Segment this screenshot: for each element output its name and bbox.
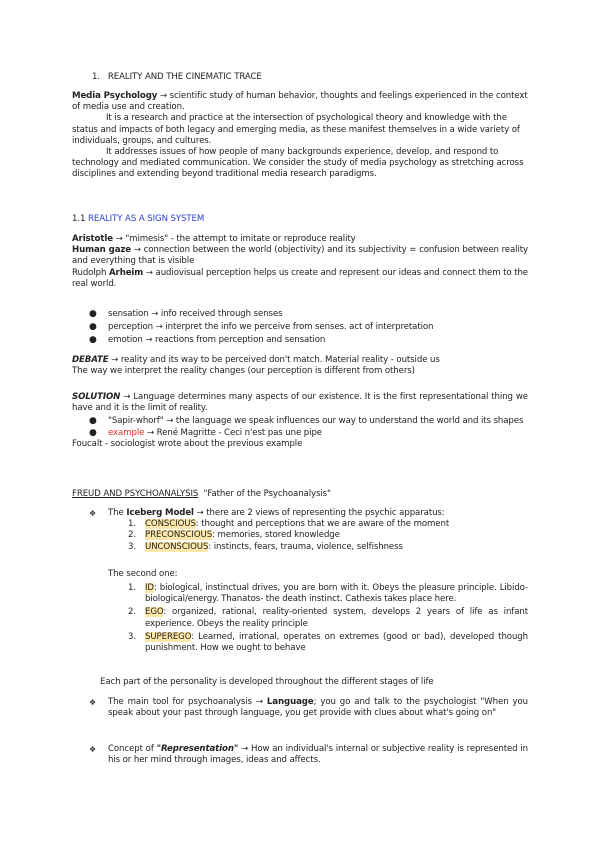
list-item <box>72 416 528 427</box>
list-number: 1. <box>128 519 136 530</box>
foucault-line: Foucalt - sociologist wrote about the previous example <box>72 438 303 449</box>
freud-title: FREUD AND PSYCHOANALYSIS <box>72 489 199 499</box>
bullet-icon: ● <box>89 322 97 332</box>
list-item <box>72 428 528 439</box>
human-gaze-name: Human gaze <box>72 245 132 256</box>
list-item <box>72 583 528 605</box>
preconscious-term: PRECONSCIOUS <box>145 530 213 541</box>
tool-post: ; you go and talk to the psychologist "When you speak about your past through language, you get provide with clues about what's going on" <box>108 697 529 719</box>
media-psychology-definition-text: → scientific study of human behavior, thoughts and feelings experienced in the context of media use and creation. <box>72 91 528 113</box>
diamond-bullet-icon: ❖ <box>89 698 97 707</box>
debate-line2: The way we interpret the reality changes (our perception is different from others) <box>72 366 415 377</box>
concept-term: "Representation" <box>156 744 239 754</box>
superego-term: SUPEREGO <box>145 631 192 642</box>
list-item <box>72 334 528 347</box>
media-psychology-term: Media Psychology <box>72 91 158 101</box>
preconscious-text: : memories, stored knowledge <box>212 530 340 541</box>
id-text: : biological, instinctual drives, you are born with it. Obeys the pleasure principle. Libido- biological/energy. Thanatos- the death instinct. Cathexis takes place here. <box>145 583 528 605</box>
reality-sign-system-body <box>72 234 528 290</box>
each-part-line: Each part of the personality is developed throughout the different stages of life <box>100 677 434 687</box>
freud-heading <box>72 489 528 500</box>
superego-text: : Learned, irrational, operates on extremes (good or bad), developed though punishment. How we ought to behave <box>145 631 528 654</box>
arheim-line <box>72 268 528 290</box>
second-one-label: The second one: <box>108 569 178 579</box>
heading-title: REALITY AND THE CINEMATIC TRACE <box>107 72 262 82</box>
bullet-icon: ● <box>89 335 97 345</box>
aristotle-line <box>72 234 528 245</box>
media-psychology-para2: It is a research and practice at the intersection of psychological theory and knowledge with the status and impacts of both legacy and emerging media, as these manifest themselves in a wide variety of individuals, groups, and cultures. <box>72 113 520 146</box>
diamond-bullet-icon: ❖ <box>89 745 97 754</box>
conscious-text: : thought and perceptions that we are aware of the moment <box>195 519 450 530</box>
iceberg-term: Iceberg Model <box>126 508 194 518</box>
list-number: 1. <box>128 583 136 593</box>
bullet-icon: ● <box>89 309 97 319</box>
diamond-bullet-icon: ❖ <box>89 509 97 518</box>
list-item <box>72 508 528 519</box>
aristotle-name: Aristotle <box>72 234 113 244</box>
iceberg-section <box>72 508 528 553</box>
ego-term: EGO <box>145 607 164 618</box>
list-number: 2. <box>128 530 136 541</box>
bullet-icon: ● <box>89 427 97 438</box>
section-1-1-heading <box>72 214 528 225</box>
concept-pre: Concept of <box>108 744 154 754</box>
bullet-icon: ● <box>89 416 97 427</box>
solution-text: → Language determines many aspects of our existence. It is the first representational thing we have and it is the limit of reality. <box>72 392 528 414</box>
tool-term: Language <box>266 697 314 707</box>
human-gaze-line <box>72 245 528 267</box>
id-ego-superego-list <box>72 583 528 654</box>
debate-line <box>72 355 528 366</box>
ego-text: : organized, rational, reality-oriented system, develops 2 years of life as infant experience. Obeys the reality principle <box>145 607 528 629</box>
list-item <box>72 542 528 553</box>
id-term: ID <box>145 583 154 593</box>
solution-section <box>72 392 528 450</box>
list-number: 2. <box>128 607 136 618</box>
representation-section <box>72 744 528 766</box>
section-1-1-title: REALITY AS A SIGN SYSTEM <box>88 214 205 224</box>
aristotle-text: → "mimesis" - the attempt to imitate or reproduce reality <box>115 234 356 244</box>
media-psychology-para3: It addresses issues of how people of many backgrounds experience, develop, and respond to technology and mediated communication. We consider the study of media psychology as stretching across disciplines and extending beyond traditional media research paradigms. <box>72 147 524 180</box>
arheim-first: Rudolph <box>72 267 107 278</box>
debate-section <box>72 355 528 377</box>
media-psychology-definition <box>72 91 528 113</box>
freud-subtitle: "Father of the Psychoanalysis" <box>203 489 331 499</box>
solution-label: SOLUTION <box>72 392 121 402</box>
tool-pre: The main tool for psychoanalysis → <box>108 697 263 707</box>
human-gaze-text: → connection between the world (objectivity) and its subjectivity = confusion between reality and everything that is visible <box>72 245 528 267</box>
sapir-whorf-text: "Sapir-whorf" → the language we speak influences our way to understand the world and its shapes <box>108 416 524 427</box>
list-item <box>72 530 528 541</box>
arheim-last: Arheim <box>109 267 144 278</box>
list-item <box>72 744 528 766</box>
bullet-perception: perception → interpret the info we perceive from senses. act of interpretation <box>108 322 434 332</box>
conscious-term: CONSCIOUS <box>145 519 196 530</box>
section-1-1-number: 1.1 <box>72 214 86 224</box>
unconscious-term: UNCONSCIOUS <box>145 541 209 552</box>
bullet-emotion: emotion → reactions from perception and sensation <box>108 335 326 345</box>
concept-post: → How an individual's internal or subjective reality is represented in his or her mind through images, ideas and affects. <box>108 744 528 766</box>
list-item <box>72 519 528 530</box>
list-number: 3. <box>128 631 136 642</box>
main-heading <box>92 72 548 83</box>
debate-label: DEBATE <box>72 355 109 365</box>
list-item <box>72 632 528 654</box>
bullet-sensation: sensation → info received through senses <box>108 309 283 319</box>
perception-bullets <box>72 308 528 347</box>
list-item <box>72 321 528 334</box>
solution-line <box>72 392 528 414</box>
list-item <box>72 607 528 629</box>
magritte-text: → René Magritte - Ceci n'est pas une pipe <box>146 427 322 438</box>
list-item <box>72 308 528 321</box>
list-number: 3. <box>128 541 136 552</box>
unconscious-text: : instincts, fears, trauma, violence, selfishness <box>208 541 403 552</box>
list-item <box>72 697 528 719</box>
language-tool-section <box>72 697 528 719</box>
arheim-text: → audiovisual perception helps us create and represent our ideas and connect them to the real world. <box>72 267 528 289</box>
heading-number: 1. <box>92 72 100 82</box>
media-psychology-section <box>72 91 528 181</box>
iceberg-post: → there are 2 views of representing the psychic apparatus: <box>196 508 445 518</box>
example-label: example <box>108 427 145 438</box>
debate-text: → reality and its way to be perceived don't match. Material reality - outside us <box>111 355 440 365</box>
iceberg-pre: The <box>108 508 124 518</box>
